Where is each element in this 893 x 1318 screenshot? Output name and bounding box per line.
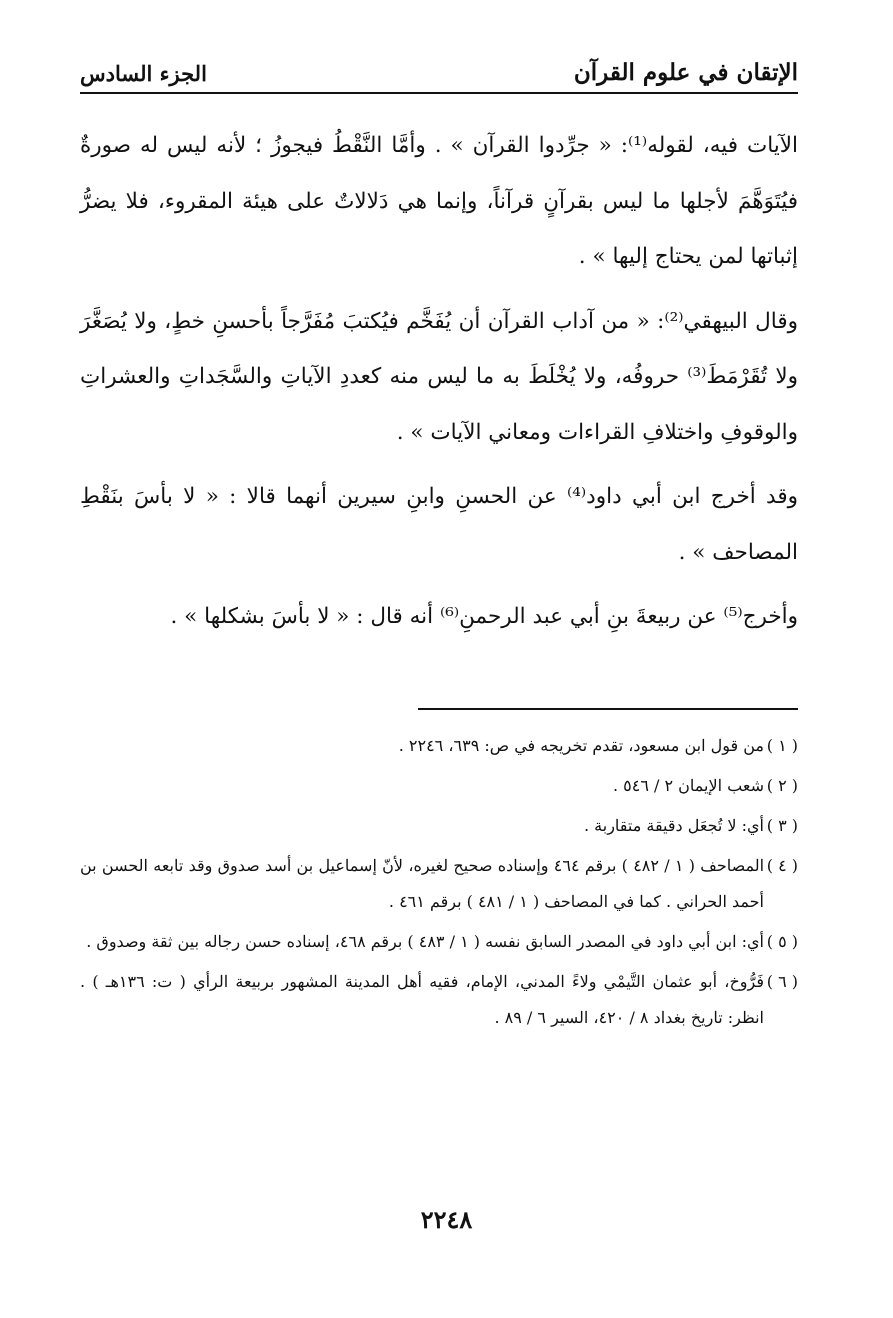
footnote-text: أي: لا تُجعَل دقيقة متقاربة .: [583, 816, 764, 835]
footnote-5: [80, 924, 798, 960]
footnote-text: فَرُّوخ، أبو عثمان التَّيمْي ولاءً المدني، الإمام، فقيه أهل المدينة المشهور بربيعة الرأي ( ت: ١٣٦هـ ) . انظر: تاريخ بغداد ٨ / ٤٢٠، السير ٦ / ٨٩ .: [80, 972, 764, 1027]
footnote-number: ( ١ ): [766, 736, 798, 755]
footnote-4: [80, 848, 798, 920]
footnote-text: المصاحف ( ١ / ٤٨٢ ) برقم ٤٦٤ وإسناده صحيح لغيره، لأنّ إسماعيل بن أسد صدوق وقد تابعه الحسن بن أحمد الحراني . كما في المصاحف ( ١ / ٤٨١ ) برقم ٤٦١ .: [80, 856, 765, 911]
main-text: [80, 118, 798, 654]
footnote-3: [80, 808, 798, 844]
footnote-number: ( ٣ ): [766, 816, 798, 835]
paragraph-4: وأخرج⁽⁵⁾ عن ربيعةَ بنِ أبي عبد الرحمنِ⁽⁶⁾ أنه قال : « لا بأسَ بشكلها » .: [170, 604, 798, 629]
page-number: ٢٢٤٨: [420, 1205, 473, 1234]
footnote-1: [80, 728, 798, 764]
footnote-number: ( ٤ ): [766, 856, 798, 875]
footnote-separator: [418, 708, 798, 710]
book-title: الإتقان في علوم القرآن: [573, 59, 798, 86]
footnote-text: أي: ابن أبي داود في المصدر السابق نفسه ( ١ / ٤٨٣ ) برقم ٤٦٨، إسناده حسن رجاله بين ثقة وصدوق .: [86, 932, 764, 951]
running-header: [80, 50, 798, 94]
footnote-2: [80, 768, 798, 804]
paragraph-3: وقد أخرج ابن أبي داود⁽⁴⁾ عن الحسنِ وابنِ سيرين أنهما قالا : « لا بأسَ بنَقْطِ المصاحف » .: [80, 484, 798, 565]
footnote-text: شعب الإيمان ٢ / ٥٤٦ .: [612, 776, 764, 795]
paragraph-1: الآيات فيه، لقوله⁽¹⁾: « جرِّدوا القرآن » . وأمَّا النَّقْطُ فيجوزُ ؛ لأنه ليس له صورةٌ فيُتَوَهَّمَ لأجلها ما ليس بقرآنٍ قرآناً، وإنما هي دَلالاتٌ على هيئة المقروء، فلا يضرُّ إثباتها لمن يحتاج إليها » .: [80, 133, 798, 269]
footnote-text: من قول ابن مسعود، تقدم تخريجه في ص: ٦٣٩، ٢٢٤٦ .: [398, 736, 764, 755]
footnote-6: [80, 964, 798, 1036]
footnote-number: ( ٦ ): [766, 972, 798, 991]
volume-label: الجزء السادس: [80, 61, 207, 86]
footnote-number: ( ٢ ): [766, 776, 798, 795]
footnote-number: ( ٥ ): [766, 932, 798, 951]
footnotes: [80, 728, 798, 1040]
paragraph-2: وقال البيهقي⁽²⁾: « من آداب القرآن أن يُفَخَّم فيُكتبَ مُفَرَّجاً بأحسنِ خطٍ، ولا يُصَغَّرَ ولا تُقَرْمَطَ⁽³⁾ حروفُه، ولا يُخْلَطَ به ما ليس منه كعددِ الآياتِ والسَّجَداتِ والعشراتِ والوقوفِ واختلافِ القراءات ومعاني الآيات » .: [80, 308, 798, 445]
